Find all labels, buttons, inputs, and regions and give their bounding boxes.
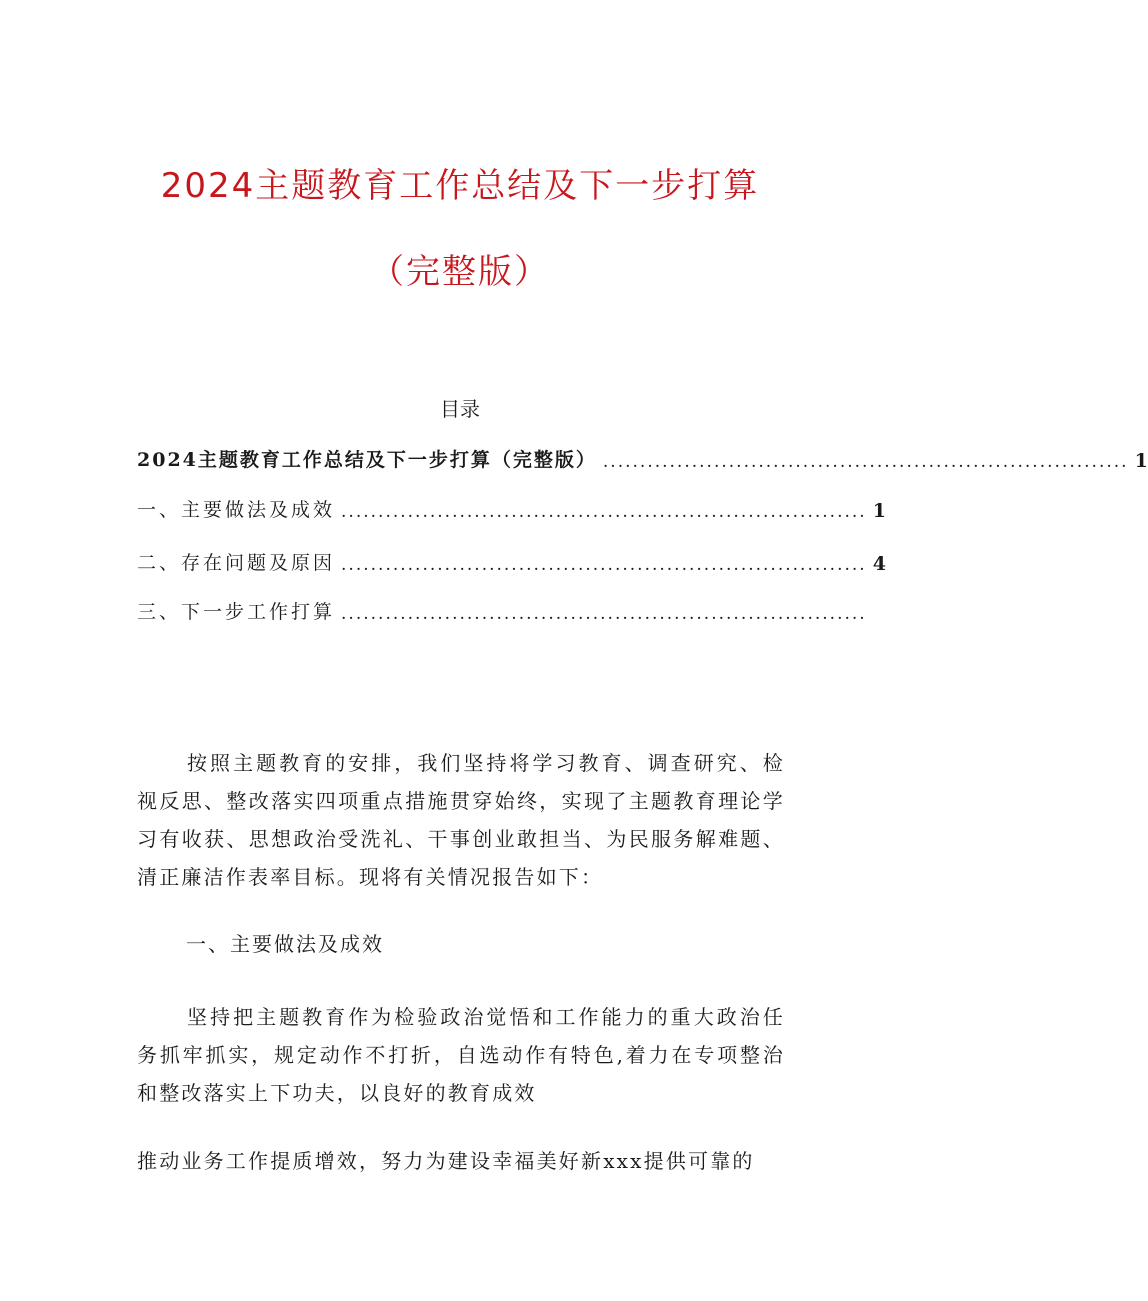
toc-entry[interactable] — [137, 442, 1148, 472]
document-title: 2024主题教育工作总结及下一步打算 — [160, 166, 760, 206]
toc-entry-label: 2024主题教育工作总结及下一步打算（完整版） — [137, 449, 597, 471]
toc-page-number: 1 — [1134, 450, 1148, 472]
toc-page-number: 1 — [872, 500, 886, 522]
toc-dot-leader: ....................................................................... — [341, 604, 867, 624]
continuation-line: 推动业务工作提质增效，努力为建设幸福美好新xxx提供可靠的 — [137, 1149, 755, 1173]
toc-entry-label: 三、下一步工作打算 — [137, 601, 336, 623]
toc-entry-label: 一、主要做法及成效 — [137, 499, 336, 521]
toc-dot-leader: ....................................................................... — [341, 555, 867, 575]
toc-entry[interactable] — [137, 492, 886, 522]
document-subtitle: （完整版） — [370, 252, 550, 292]
section-heading: 一、主要做法及成效 — [186, 932, 384, 956]
toc-dot-leader: ....................................................................... — [602, 452, 1129, 472]
toc-heading: 目录 — [440, 397, 480, 421]
toc-dot-leader: ....................................................................... — [341, 502, 867, 522]
section-paragraph: 坚持把主题教育作为检验政治觉悟和工作能力的重大政治任务抓牢抓实，规定动作不打折，自选动作有特色,着力在专项整治和整改落实上下功夫，以良好的教育成效 — [137, 1005, 785, 1105]
toc-entry[interactable] — [137, 545, 886, 575]
toc-page-number: 4 — [872, 553, 886, 575]
intro-paragraph: 按照主题教育的安排，我们坚持将学习教育、调查研究、检视反思、整改落实四项重点措施贯穿始终，实现了主题教育理论学习有收获、思想政治受洗礼、干事创业敢担当、为民服务解难题、清正廉洁作表率目标。现将有关情况报告如下： — [137, 751, 785, 889]
toc-entry-label: 二、存在问题及原因 — [137, 552, 336, 574]
toc-entry[interactable] — [137, 594, 867, 624]
